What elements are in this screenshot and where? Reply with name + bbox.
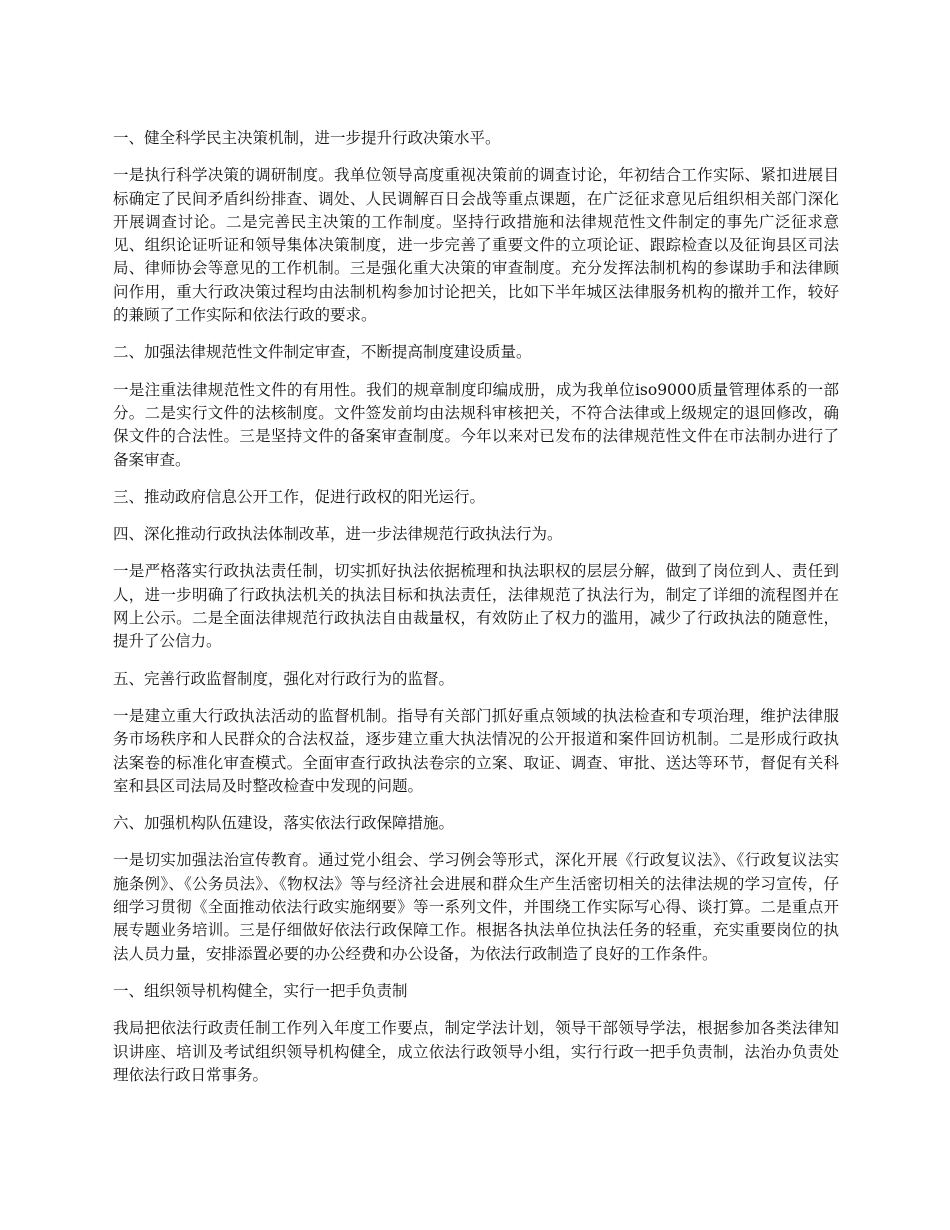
section-heading: 一、健全科学民主决策机制，进一步提升行政决策水平。 [113,129,501,147]
body-paragraph: 一是切实加强法治宣传教育。通过党小组会、学习例会等形式，深化开展《行政复议法》、《行政复议法实施条例》、《公务员法》、《物权法》等与经济社会进展和群众生产生活密切相关的法律法规的学习宣传，仔细学习贯彻《全面推动依法行政实施纲要》等一系列文件，并围绕工作实际写心得、谈打算。二是重点开展专题业务培训。三是仔细做好依法行政保障工作。根据各执法单位执法任务的轻重，充实重要岗位的执法人员力量，安排添置必要的办公经费和办公设备，为依法行政制造了良好的工作条件。 [113,851,839,963]
body-paragraph: 我局把依法行政责任制工作列入年度工作要点，制定学法计划，领导干部领导学法，根据参加各类法律知识讲座、培训及考试组织领导机构健全，成立依法行政领导小组，实行行政一把手负责制，法治办负责处理依法行政日常事务。 [113,1019,839,1084]
section-heading: 一、组织领导机构健全，实行一把手负责制 [113,981,408,1000]
section-heading: 六、加强机构队伍建设，落实依法行政保障措施。 [113,814,455,833]
body-paragraph: 一是严格落实行政执法责任制，切实抓好执法依据梳理和执法职权的层层分解，做到了岗位到人、责任到人，进一步明确了行政执法机关的执法目标和执法责任，法律规范了执法行为，制定了详细的流程图并在网上公示。二是全面法律规范行政执法自由裁量权，有效防止了权力的滥用，减少了行政执法的随意性，提升了公信力。 [113,562,839,651]
section-heading: 五、完善行政监督制度，强化对行政行为的监督。 [113,669,455,688]
section-heading: 三、推动政府信息公开工作，促进行政权的阳光运行。 [113,487,486,506]
document-page [113,127,839,1101]
section-heading: 二、加强法律规范性文件制定审查，不断提高制度建设质量。 [113,343,532,362]
body-paragraph: 一是建立重大行政执法活动的监督机制。指导有关部门抓好重点领域的执法检查和专项治理，维护法律服务市场秩序和人民群众的合法权益，逐步建立重大执法情况的公开报道和案件回访机制。二是形成行政执法案卷的标准化审查模式。全面审查行政执法卷宗的立案、取证、调查、审批、送达等环节，督促有关科室和县区司法局及时整改检查中发现的问题。 [113,706,839,795]
section-heading: 四、深化推动行政执法体制改革，进一步法律规范行政执法行为。 [113,525,563,544]
body-paragraph: 一是注重法律规范性文件的有用性。我们的规章制度印编成册，成为我单位iso9000质量管理体系的一部分。二是实行文件的法核制度。文件签发前均由法规科审核把关，不符合法律或上级规定的退回修改，确保文件的合法性。三是坚持文件的备案审查制度。今年以来对已发布的法律规范性文件在市法制办进行了备案审查。 [113,380,839,469]
body-paragraph: 一是执行科学决策的调研制度。我单位领导高度重视决策前的调查讨论，年初结合工作实际、紧扣进展目标确定了民间矛盾纠纷排查、调处、人民调解百日会战等重点课题，在广泛征求意见后组织相关部门深化开展调查讨论。二是完善民主决策的工作制度。坚持行政措施和法律规范性文件制定的事先广泛征求意见、组织论证听证和领导集体决策制度，进一步完善了重要文件的立项论证、跟踪检查以及征询县区司法局、律师协会等意见的工作机制。三是强化重大决策的审查制度。充分发挥法制机构的参谋助手和法律顾问作用，重大行政决策过程均由法制机构参加讨论把关，比如下半年城区法律服务机构的撤并工作，较好的兼顾了工作实际和依法行政的要求。 [113,166,839,325]
